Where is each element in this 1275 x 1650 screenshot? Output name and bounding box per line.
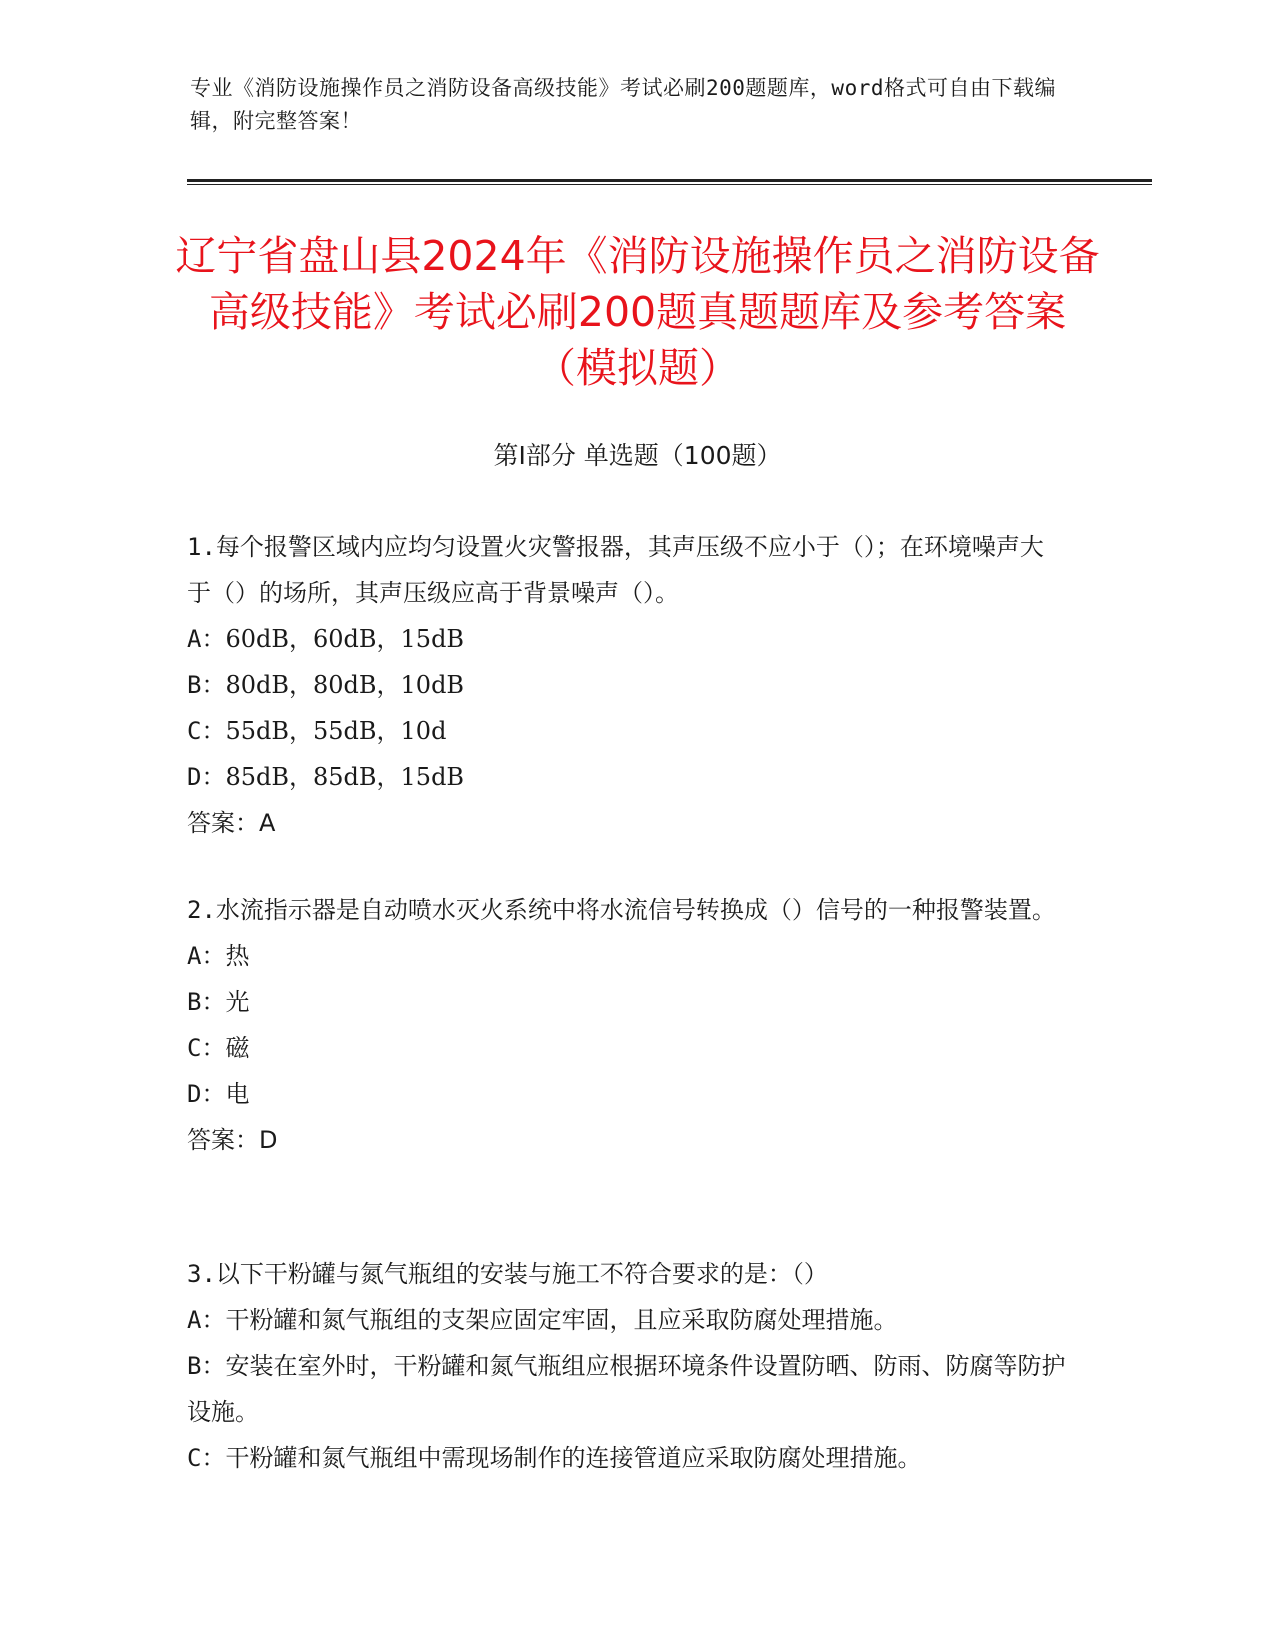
document-title: 辽宁省盘山县2024年《消防设施操作员之消防设备高级技能》考试必刷200题真题题库及参考答案（模拟题） bbox=[175, 232, 1100, 392]
option-text: 85dB，85dB，15dB bbox=[225, 763, 465, 791]
option-text: 干粉罐和氮气瓶组中需现场制作的连接管道应采取防腐处理措施。 bbox=[225, 1444, 922, 1472]
option-a bbox=[187, 616, 1067, 662]
option-c bbox=[187, 1435, 1067, 1481]
option-text: 磁 bbox=[225, 1034, 250, 1062]
option-text: 80dB，80dB，10dB bbox=[225, 671, 465, 699]
option-key: C： bbox=[187, 717, 226, 745]
option-key: D： bbox=[187, 1080, 226, 1108]
option-a bbox=[187, 1297, 1067, 1343]
option-text: 55dB，55dB，10d bbox=[225, 717, 447, 745]
option-key: D： bbox=[187, 763, 226, 791]
option-key: C： bbox=[187, 1444, 226, 1472]
option-b bbox=[187, 979, 1067, 1025]
option-key: C： bbox=[187, 1034, 226, 1062]
option-key: A： bbox=[187, 942, 226, 970]
option-text: 60dB，60dB，15dB bbox=[225, 625, 465, 653]
question-1 bbox=[187, 524, 1067, 846]
question-3 bbox=[187, 1251, 1067, 1481]
option-text: 安装在室外时，干粉罐和氮气瓶组应根据环境条件设置防晒、防雨、防腐等防护设施。 bbox=[187, 1352, 1066, 1426]
option-key: B： bbox=[187, 1352, 226, 1380]
option-c bbox=[187, 708, 1067, 754]
question-2 bbox=[187, 887, 1067, 1163]
question-stem: 1.每个报警区域内应均匀设置火灾警报器，其声压级不应小于（）；在环境噪声大于（）的场所，其声压级应高于背景噪声（）。 bbox=[187, 533, 1044, 607]
option-text: 干粉罐和氮气瓶组的支架应固定牢固，且应采取防腐处理措施。 bbox=[225, 1306, 898, 1334]
option-a bbox=[187, 933, 1067, 979]
option-b bbox=[187, 662, 1067, 708]
option-text: 热 bbox=[225, 942, 250, 970]
answer: 答案：A bbox=[187, 809, 276, 837]
section-heading: 第Ⅰ部分 单选题（100题） bbox=[493, 441, 782, 470]
option-key: A： bbox=[187, 625, 226, 653]
option-key: B： bbox=[187, 988, 226, 1016]
option-c bbox=[187, 1025, 1067, 1071]
answer: 答案：D bbox=[187, 1126, 278, 1154]
option-key: B： bbox=[187, 671, 226, 699]
option-text: 光 bbox=[225, 988, 250, 1016]
option-d bbox=[187, 1071, 1067, 1117]
option-b bbox=[187, 1343, 1067, 1435]
question-stem: 2.水流指示器是自动喷水灭火系统中将水流信号转换成（）信号的一种报警装置。 bbox=[187, 896, 1056, 924]
question-stem: 3.以下干粉罐与氮气瓶组的安装与施工不符合要求的是：（） bbox=[187, 1260, 828, 1288]
header-divider-thick bbox=[187, 179, 1152, 182]
header-divider-thin bbox=[187, 184, 1152, 185]
header-divider bbox=[187, 179, 1152, 185]
header-note: 专业《消防设施操作员之消防设备高级技能》考试必刷200题题库，word格式可自由下载编辑，附完整答案！ bbox=[190, 76, 1056, 133]
option-key: A： bbox=[187, 1306, 226, 1334]
option-text: 电 bbox=[225, 1080, 250, 1108]
option-d bbox=[187, 754, 1067, 800]
